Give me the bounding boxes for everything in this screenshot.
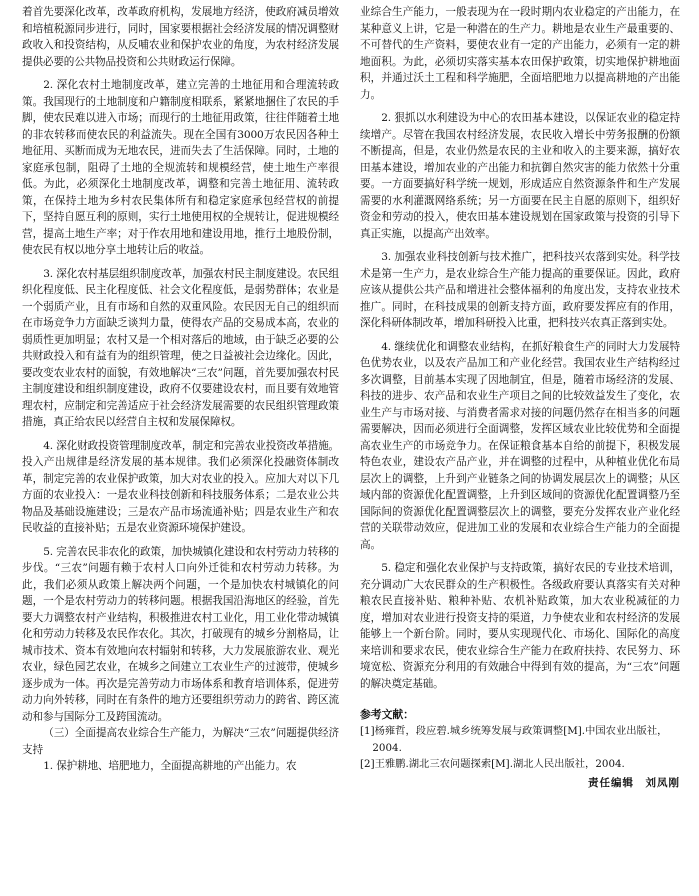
left-column [22, 4, 339, 775]
paragraph: 4. 深化财政投资管理制度改革，制定和完善农业投资改革措施。投入产出规律是经济发展的基本规律。我们必须深化投融资体制改革，制定完善的农业保护政策，加大对农业的投入。应加大对以下几方面的农业投入：一是农业科技创新和科技服务体系；二是农业公共物品及基础设施建设；三是农产品市场流通补贴；四是农业生产和农民收益的直接补贴；五是农业资源环境保护建设。 [22, 439, 339, 534]
reference-item: [1]杨雍哲，段应碧.城乡统筹发展与政策调整[M].中国农业出版社，2004. [360, 725, 668, 754]
paragraph: 着首先要深化改革，改革政府机构，发展地方经济，使政府减员增效和培植税源同步进行，同时，国家要根据社会经济发展的情况调整财政收入和投资结构，从反哺农业和保护农业的角度，为农村经济发展提供必要的公共物品投资和公共财政运行保障。 [22, 6, 339, 68]
right-column [360, 4, 680, 790]
reference-item: [2]王雅鹏.湖北三农问题探索[M].湖北人民出版社，2004. [360, 758, 625, 770]
paragraph: 4. 继续优化和调整农业结构，在抓好粮食生产的同时大力发展特色优势农业，以及农产品加工和产业化经营。我国农业生产结构经过多次调整，目前基本实现了因地制宜，但是，随着市场经济的发展、科技的进步、农产品和农业生产项目之间的比较效益发生了变化，农业生产与市场对接、与消费者需求对接的问题仍然存在相当多的问题需要解决，因而必须进行全面调整，发挥区域农业比较优势和全面提高农业生产的市场竞争力。在保证粮食基本自给的前提下，积极发展特色农业，建设农产品产业，并在调整的过程中，从种植业优化布局层次上的调整，上升到产业链条之间的协调发展层次上的调整；从区域内部的资源优化配置调整，上升到区域间的资源优化配置调整乃至国际间的资源优化配置调整层次上的调整，要充分发挥农业产业化经营的关联带动效应，促进加工业的发展和农业综合生产能力的全面提高。 [360, 340, 680, 551]
paragraph: 2. 深化农村土地制度改革，建立完善的土地征用和合理流转政策。我国现行的土地制度和户籍制度相联系，紧紧地捆住了农民的手脚，使农民难以进入市场；而现行的土地征用政策，往往伴随着土地的非农转移而使农民的利益流失。现在全国有3000万农民因各种土地征用、买断而成为无地农民，进而失去了生活保障。同时，土地的家庭承包制，阻碍了土地的全规流转和规模经营，使土地生产率很低。为此，必须深化土地制度改革，调整和完善土地征用、流转政策，在保持土地为乡村农民集体所有和稳定家庭承包经营权的前提下，坚持自愿互利的原则，实行土地使用权的全规转让，促进规模经营，提高土地生产率；对于作农用地和建设用地，推行土地股份制，使农民有权以地分享土地转让后的收益。 [22, 79, 339, 256]
paragraph: 1. 保护耕地、培肥地力，全面提高耕地的产出能力。农 [43, 760, 297, 772]
references-heading: 参考文献： [360, 708, 414, 721]
paragraph: 5. 稳定和强化农业保护与支持政策，搞好农民的专业技术培训，充分调动广大农民群众的生产积极性。各级政府要认真落实有关对种粮农民直接补贴、粮种补贴、农机补贴政策，加大农业税减征的力度，增加对农业进行投资支持的渠道，力争使农业和农村经济的发展能够上一个新台阶。同时，要从实现现代化、市场化、国际化的高度来培训和要求农民，使农业综合生产能力在政府扶持、农民努力、环境宽松、资源充分利用的有效融合中得到有效的提高，为“三农”问题的解决奠定基础。 [360, 562, 680, 690]
section-heading: （三）全面提高农业综合生产能力，为解决“三农”问题提供经济支持 [22, 727, 339, 756]
paragraph: 5. 完善农民非农化的政策，加快城镇化建设和农村劳动力转移的步伐。“三农”问题有赖于农村人口向外迁徙和农村劳动力转移。为此，我们必须从政策上解决两个问题，一个是加快农村城镇化的问题，一个是农村劳动力的转移问题。根据我国沿海地区的经验，首先要大力调整农村产业结构，积极推进农村工业化，用工业化带动城镇化和劳动力转移及农民作农化。其次，打破现有的城乡分割格局，让城市技术、资本有效地向农村辐射和转移，大力发展旅游农业、观光农业，绿色园艺农业，在城乡之间建立工农业生产的过渡带，使城乡逐步成为一体。再次是完善劳动力市场体系和教育培训体系，促进劳动力向外转移，同时在有条件的地方还要组织劳动力的跨省、跨区流动和参与国际分工及跨国流动。 [22, 545, 339, 723]
paragraph: 2. 狠抓以水利建设为中心的农田基本建设，以保证农业的稳定持续增产。尽管在我国农村经济发展，农民收入增长中劳务报酬的份额不断提高，但是，农业仍然是农民的主业和收入的主要来源，搞好农田基本建设，增加农业的产出能力和抗御自然灾害的能力依然十分重要。一方面要搞好科学统一规划，形成适应自然资源条件和生产发展需要的水利灌溉网络系统；另一方面要在民主自愿的原则下，组织好资金和劳动的投入，使农田基本建设规划在国家政策与投资的引导下真正实施，以提高产出效率。 [360, 112, 680, 240]
paragraph: 3. 加强农业科技创新与技术推广，把科技兴农落到实处。科学技术是第一生产力，是农业综合生产能力提高的重要保证。因此，政府应该从提供公共产品和增进社会整体福利的角度出发，支持农业技术推广。同时，在科技成果的创新支持方面，政府要发挥应有的作用，深化科研体制改革，增加科研投入比重，把科技兴农真正落到实处。 [360, 251, 680, 329]
editor-credit: 责任编辑 刘凤刚 [588, 776, 680, 789]
paragraph: 3. 深化农村基层组织制度改革，加强农村民主制度建设。农民组织化程度低、民主化程度低、社会文化程度低，是弱势群体；农业是一个弱质产业，且有市场和自然的双重风险。农民因无自己的组织而在市场竞争力方面缺乏谈判力量，使得农产品的交易成本高，农业的弱质性更加明显；农村又是一个相对落后的地域，由于缺乏必要的公共财政投入和有益有为的组织管理，使之日益被社会边缘化。因此，要改变农业农村的面貌，有效地解决“三农”问题，首先要加强农村民主制度建设和组织制度建设，政府不仅要建设农村，而且要有效地管理农村，应制定和完善适应于社会经济发展需要的农民组织管理政策措施，真正给农民以经营自主权和发展保障权。 [22, 267, 339, 428]
paragraph: 业综合生产能力，一般表现为在一段时期内农业稳定的产出能力，在某种意义上讲，它是一种潜在的生产力。耕地是农业生产最重要的、不可替代的生产资料，要使农业有一定的产出能力，必须有一定的耕地面积。为此，必须切实落实基本农田保护政策，切实地保护耕地面积，并通过沃土工程和科学施肥，全面培肥地力以提高耕地的产出能力。 [360, 6, 680, 101]
